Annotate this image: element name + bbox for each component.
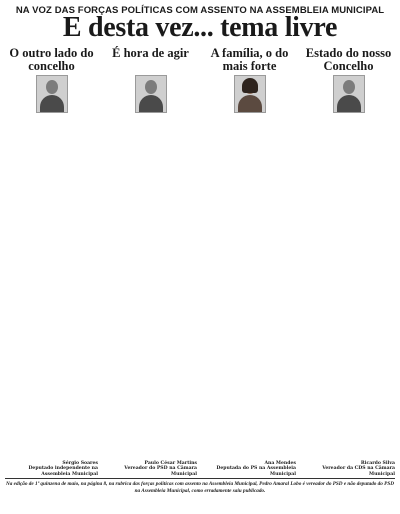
opinion-column-1 — [5, 47, 98, 477]
column-body — [104, 116, 197, 459]
portrait-photo-woman — [234, 75, 266, 113]
portrait-photo-man — [135, 75, 167, 113]
author-role: Vereador da CDS na Câmara Municipal — [322, 466, 395, 477]
portrait-photo-man — [333, 75, 365, 113]
column-byline — [302, 461, 395, 477]
column-title: É hora de agir — [112, 46, 189, 60]
column-title: Estado do nosso Concelho — [305, 46, 392, 73]
column-title: O outro lado do concelho — [9, 46, 94, 73]
opinion-column-2 — [104, 47, 197, 477]
author-role: Deputada do PS na Assembleia Municipal — [216, 466, 296, 477]
column-byline — [5, 461, 98, 477]
section-kicker: NA VOZ DAS FORÇAS POLÍTICAS COM ASSENTO NA ASSEMBLEIA MUNICIPAL — [15, 5, 385, 16]
column-body — [5, 116, 98, 459]
column-byline — [104, 461, 197, 477]
footer-divider — [5, 478, 395, 479]
author-name: Sérgio Soares — [62, 460, 98, 466]
opinion-columns — [5, 47, 395, 477]
author-name: Paulo César Martins — [144, 460, 197, 466]
page-headline: E desta vez... tema livre — [62, 12, 338, 43]
portrait-photo-man — [36, 75, 68, 113]
column-byline — [203, 461, 296, 477]
author-name: Ricardo Silva — [360, 460, 395, 466]
column-body — [203, 122, 296, 459]
opinion-column-3 — [203, 47, 296, 477]
correction-note: Na edição de 1º quinzena de maio, na página 8, na rubrica das forças políticas com assento na Assembleia Municipal, Pedro Amaral Lobo é vereador do PSD e não deputado do PSD na Assembleia Municipal, como erradamente saiu publicado. — [6, 481, 394, 494]
column-body — [302, 116, 395, 459]
author-name: Ana Mendes — [264, 460, 296, 466]
opinion-column-4 — [302, 47, 395, 477]
author-role: Vereador do PSD na Câmara Municipal — [124, 466, 197, 477]
column-title: A família, o do mais forte — [210, 46, 289, 73]
author-role: Deputado independente na Assembleia Municipal — [28, 466, 98, 477]
